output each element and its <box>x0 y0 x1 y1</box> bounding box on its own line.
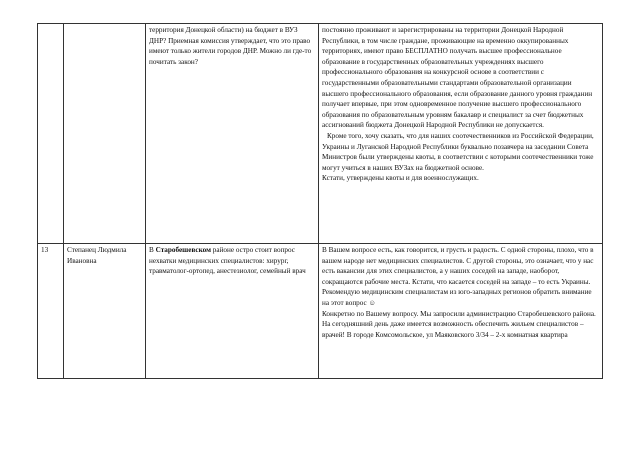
district-name: Старобешевском <box>155 246 211 254</box>
answer-cell <box>319 24 603 244</box>
answer-paragraph: постоянно проживают и зарегистрированы на территории Донецкой Народной Республики, в том числе граждане, проживающие на временно оккупированных территориях, имеют право БЕСПЛАТНО получать высшее профессиональное образование в государственных образовательных учреждениях высшего профессионального образования на конкурсной основе в соответствии с государственными образовательными стандартами образовательной организации высшего профессионального образования, если образование данного уровня гражданин получает впервые, при этом одновременное получение высшего профессионального образования по образовательным уровням бакалавр и специалист за счет бюджетных ассигнований бюджета Донецкой Народной Республики не допускается. <box>322 26 593 130</box>
question-prefix: В <box>149 246 156 254</box>
row-number-cell <box>38 24 64 244</box>
question-text: районе остро стоит вопрос нехватки медицинских специалистов: хирург, травматолог-ортопед, анестезиолог, семейный врач <box>149 246 306 276</box>
answer-paragraph: В Вашем вопросе есть, как говорится, и грусть и радость. С одной стороны, плохо, что в вашем народе нет медицинских специалистов. С другой стороны, это означает, что у нас есть вакансии для этих специалистов, а у наших соседей на западе, наоборот, сокращаются рабочие места. Кстати, что касается соседей на западе – то есть Украины. Рекомендую медицинским специалистам из юго-западных регионов обратить внимание на этот вопрос ☺ <box>322 246 594 307</box>
citizen-name-cell <box>64 24 146 244</box>
row-number-cell: 13 <box>38 244 64 379</box>
answer-cell <box>319 244 603 379</box>
answer-paragraph: Кроме того, хочу сказать, что для наших соотечественников из Российской Федерации, Украины и Луганской Народной Республики буквально позавчера на заседании Совета Министров были утверждены квоты, в соответствии с которыми соотечественники тоже могут учиться в наших ВУЗах на бюджетной основе. <box>322 131 594 172</box>
table-row <box>38 244 603 379</box>
answer-paragraph: Кстати, утверждены квоты и для военнослужащих. <box>322 174 479 183</box>
question-cell: территория Донецкой области) на бюджет в ВУЗ ДНР? Приемная комиссия утверждает, что это право имеют только жители городов ДНР. Можно ли где-то почитать закон? <box>146 24 319 244</box>
citizen-name-cell: Степанец Людмила Ивановна <box>64 244 146 379</box>
question-cell <box>146 244 319 379</box>
answer-paragraph: Конкретно по Вашему вопросу. Мы запросили администрацию Старобешевского района. На сегодняшний день даже имеется возможность обеспечить жильем специалистов – врачей! В городе Комсомольское, ул Маяковского 3/34 – 2-х комнатная квартира <box>322 309 596 339</box>
table-row <box>38 24 603 244</box>
qa-table <box>37 23 603 379</box>
